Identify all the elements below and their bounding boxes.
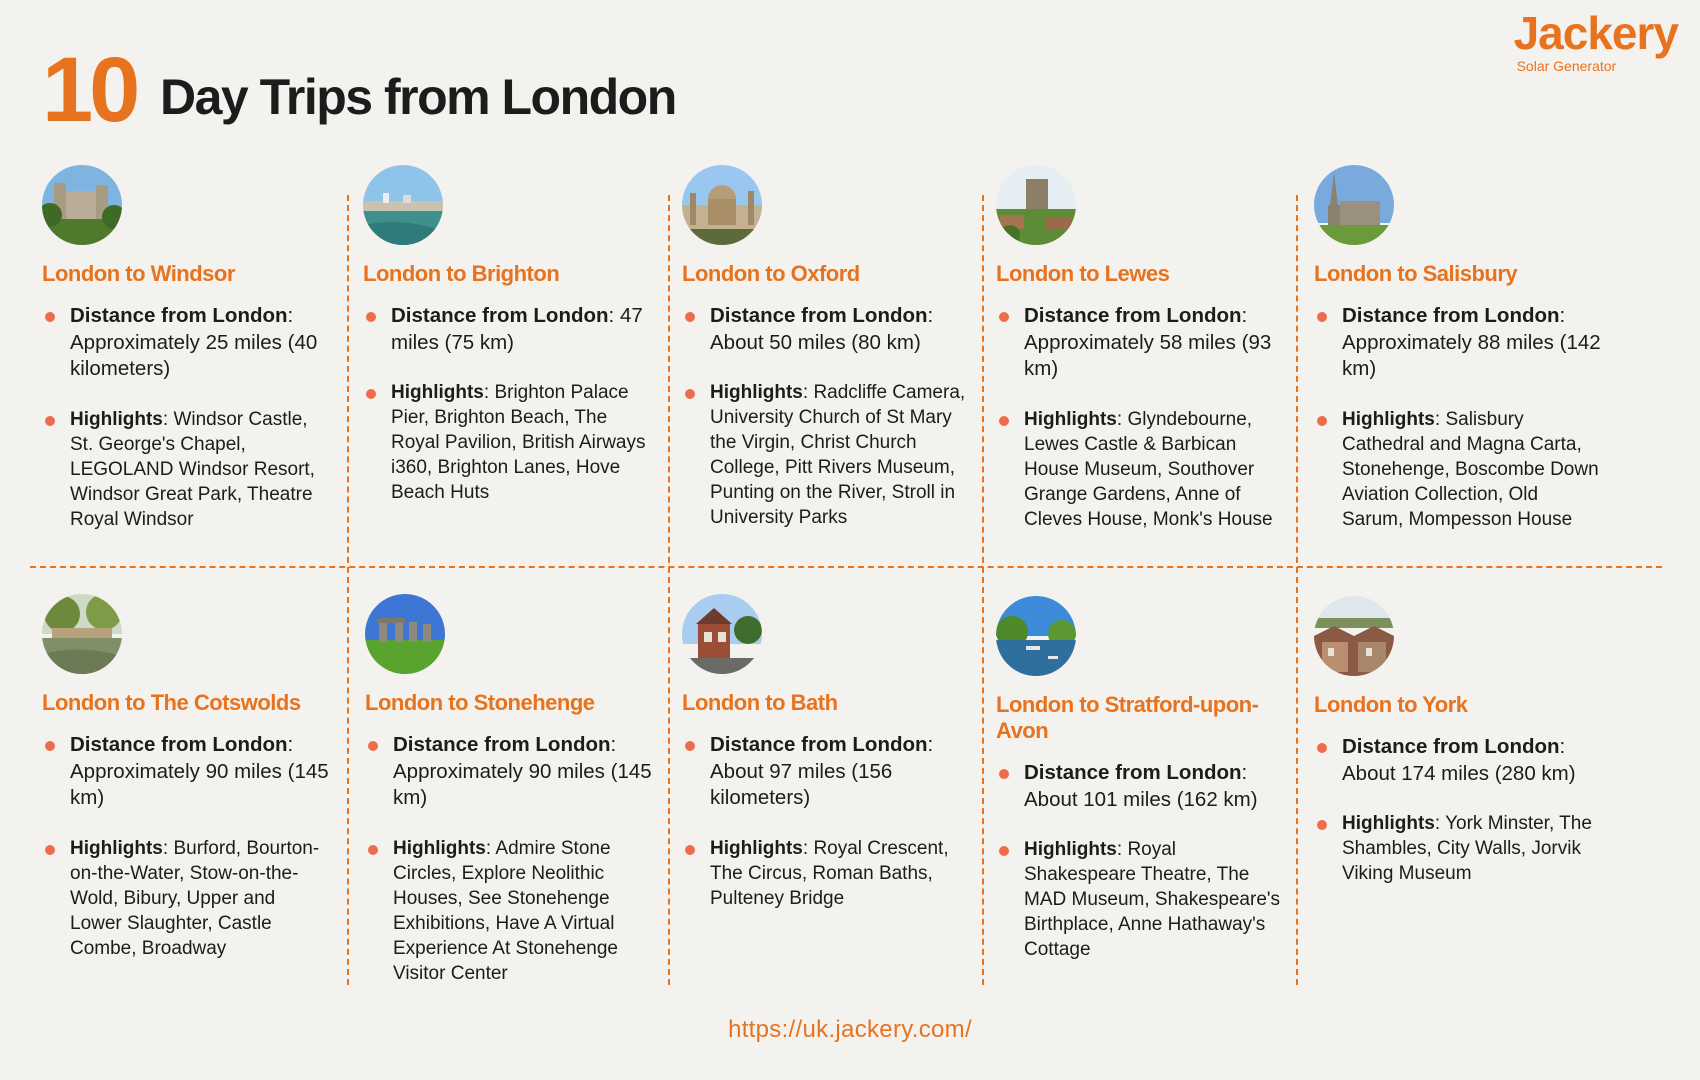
stonehenge-photo xyxy=(365,594,445,674)
trip-card-cotswolds xyxy=(42,594,332,985)
trip-title: London to Brighton xyxy=(363,261,560,286)
trip-card-lewes xyxy=(996,165,1286,556)
cotswolds-photo xyxy=(42,594,122,674)
trip-distance: Distance from London: About 174 miles (280 km) xyxy=(1314,734,1604,787)
brand-logo[interactable] xyxy=(1513,7,1678,74)
trip-highlights: Highlights: Glyndebourne, Lewes Castle & Barbican House Museum, Southover Grange Gardens, Anne of Cleves House, Monk's House xyxy=(996,407,1286,532)
trip-title: London to Windsor xyxy=(42,261,235,286)
trip-highlights: Highlights: Burford, Bourton-on-the-Water, Stow-on-the-Wold, Bibury, Upper and Lower Slaughter, Castle Combe, Broadway xyxy=(42,836,332,961)
trip-title: London to The Cotswolds xyxy=(42,690,301,715)
lewes-photo xyxy=(996,165,1076,245)
trip-distance: Distance from London: Approximately 25 miles (40 kilometers) xyxy=(42,303,332,383)
trip-highlights: Highlights: Salisbury Cathedral and Magna Carta, Stonehenge, Boscombe Down Aviation Collection, Old Sarum, Mompesson House xyxy=(1314,407,1604,532)
trip-card-bath xyxy=(682,594,972,935)
column-divider xyxy=(347,195,349,985)
trip-highlights: Highlights: Radcliffe Camera, University Church of St Mary the Virgin, Christ Church College, Pitt Rivers Museum, Punting on the River, Stroll in University Parks xyxy=(682,380,972,530)
trip-highlights: Highlights: York Minster, The Shambles, City Walls, Jorvik Viking Museum xyxy=(1314,811,1604,886)
trip-distance: Distance from London: About 101 miles (162 km) xyxy=(996,760,1286,813)
trip-card-oxford xyxy=(682,165,972,554)
footer-url[interactable]: https://uk.jackery.com/ xyxy=(728,1016,972,1043)
trip-card-stonehenge xyxy=(365,594,655,1010)
trip-highlights: Highlights: Royal Crescent, The Circus, Roman Baths, Pulteney Bridge xyxy=(682,836,972,911)
column-divider xyxy=(982,195,984,985)
trip-title: London to Oxford xyxy=(682,261,860,286)
windsor-photo xyxy=(42,165,122,245)
column-divider xyxy=(668,195,670,985)
row-divider xyxy=(30,566,1662,568)
trip-card-york xyxy=(1314,596,1604,910)
trip-title: London to York xyxy=(1314,692,1468,717)
trip-title: London to Salisbury xyxy=(1314,261,1518,286)
trip-card-windsor xyxy=(42,165,332,556)
brighton-photo xyxy=(363,165,443,245)
trip-title: London to Stonehenge xyxy=(365,690,595,715)
trip-card-brighton xyxy=(363,165,653,529)
salisbury-photo xyxy=(1314,165,1394,245)
trip-distance: Distance from London: Approximately 88 miles (142 km) xyxy=(1314,303,1604,383)
trip-distance: Distance from London: About 97 miles (156 kilometers) xyxy=(682,732,972,812)
trip-distance: Distance from London: 47 miles (75 km) xyxy=(363,303,653,356)
york-photo xyxy=(1314,596,1394,676)
trip-card-stratford xyxy=(996,596,1286,986)
trip-highlights: Highlights: Royal Shakespeare Theatre, The MAD Museum, Shakespeare's Birthplace, Anne Hathaway's Cottage xyxy=(996,837,1286,962)
title-number: 10 xyxy=(42,39,137,141)
page-title: Day Trips from London xyxy=(160,69,676,125)
trip-distance: Distance from London: About 50 miles (80 km) xyxy=(682,303,972,356)
oxford-photo xyxy=(682,165,762,245)
trip-title: London to Stratford-upon-Avon xyxy=(996,692,1259,743)
stratford-photo xyxy=(996,596,1076,676)
trip-highlights: Highlights: Brighton Palace Pier, Brighton Beach, The Royal Pavilion, British Airways i360, Brighton Lanes, Hove Beach Huts xyxy=(363,380,653,505)
trip-highlights: Highlights: Admire Stone Circles, Explore Neolithic Houses, See Stonehenge Exhibitions, Have A Virtual Experience At Stonehenge Visitor Center xyxy=(365,836,655,986)
trip-distance: Distance from London: Approximately 90 miles (145 km) xyxy=(42,732,332,812)
trip-distance: Distance from London: Approximately 90 miles (145 km) xyxy=(365,732,655,812)
trip-card-salisbury xyxy=(1314,165,1604,556)
trip-title: London to Lewes xyxy=(996,261,1170,286)
brand-name: Jackery xyxy=(1513,7,1678,59)
column-divider xyxy=(1296,195,1298,985)
trip-highlights: Highlights: Windsor Castle, St. George's Chapel, LEGOLAND Windsor Resort, Windsor Great Park, Theatre Royal Windsor xyxy=(42,407,332,532)
brand-subtitle: Solar Generator xyxy=(1516,58,1617,74)
trip-distance: Distance from London: Approximately 58 miles (93 km) xyxy=(996,303,1286,383)
trip-title: London to Bath xyxy=(682,690,838,715)
bath-photo xyxy=(682,594,762,674)
